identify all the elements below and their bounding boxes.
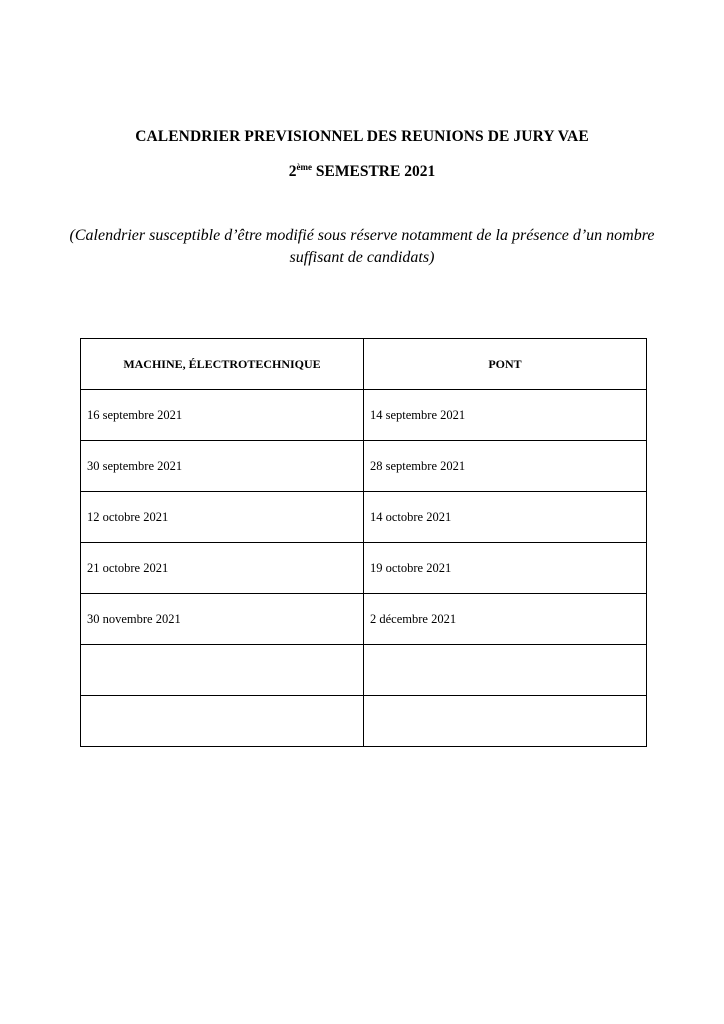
machine-date-cell: 30 septembre 2021 [81,441,364,492]
machine-date-cell: 16 septembre 2021 [81,390,364,441]
semester-text: SEMESTRE 2021 [312,163,436,180]
semester-heading [0,163,724,181]
pont-date-cell: 19 octobre 2021 [364,543,647,594]
pont-date-cell: 2 décembre 2021 [364,594,647,645]
machine-date-cell: 12 octobre 2021 [81,492,364,543]
column-header-machine: MACHINE, ÉLECTROTECHNIQUE [81,339,364,390]
machine-date-cell [81,696,364,747]
pont-date-cell [364,696,647,747]
semester-number: 2 [288,163,297,180]
table-row [81,696,647,747]
machine-date-cell: 30 novembre 2021 [81,594,364,645]
table-row [81,594,647,645]
column-header-pont: PONT [364,339,647,390]
machine-date-cell: 21 octobre 2021 [81,543,364,594]
table-row [81,543,647,594]
pont-date-cell: 14 octobre 2021 [364,492,647,543]
pont-date-cell: 28 septembre 2021 [364,441,647,492]
calendar-note: (Calendrier susceptible d’être modifié sous réserve notamment de la présence d’un nombre suffisant de candidats) [69,227,655,266]
pont-date-cell: 14 septembre 2021 [364,390,647,441]
pont-date-cell [364,645,647,696]
semester-suffix: ème [296,162,313,172]
table-header-row [81,339,647,390]
table-row [81,492,647,543]
jury-schedule-table [80,338,647,747]
table-row [81,645,647,696]
table-row [81,441,647,492]
machine-date-cell [81,645,364,696]
table-row [81,390,647,441]
page-title: CALENDRIER PREVISIONNEL DES REUNIONS DE JURY VAE [135,128,589,145]
